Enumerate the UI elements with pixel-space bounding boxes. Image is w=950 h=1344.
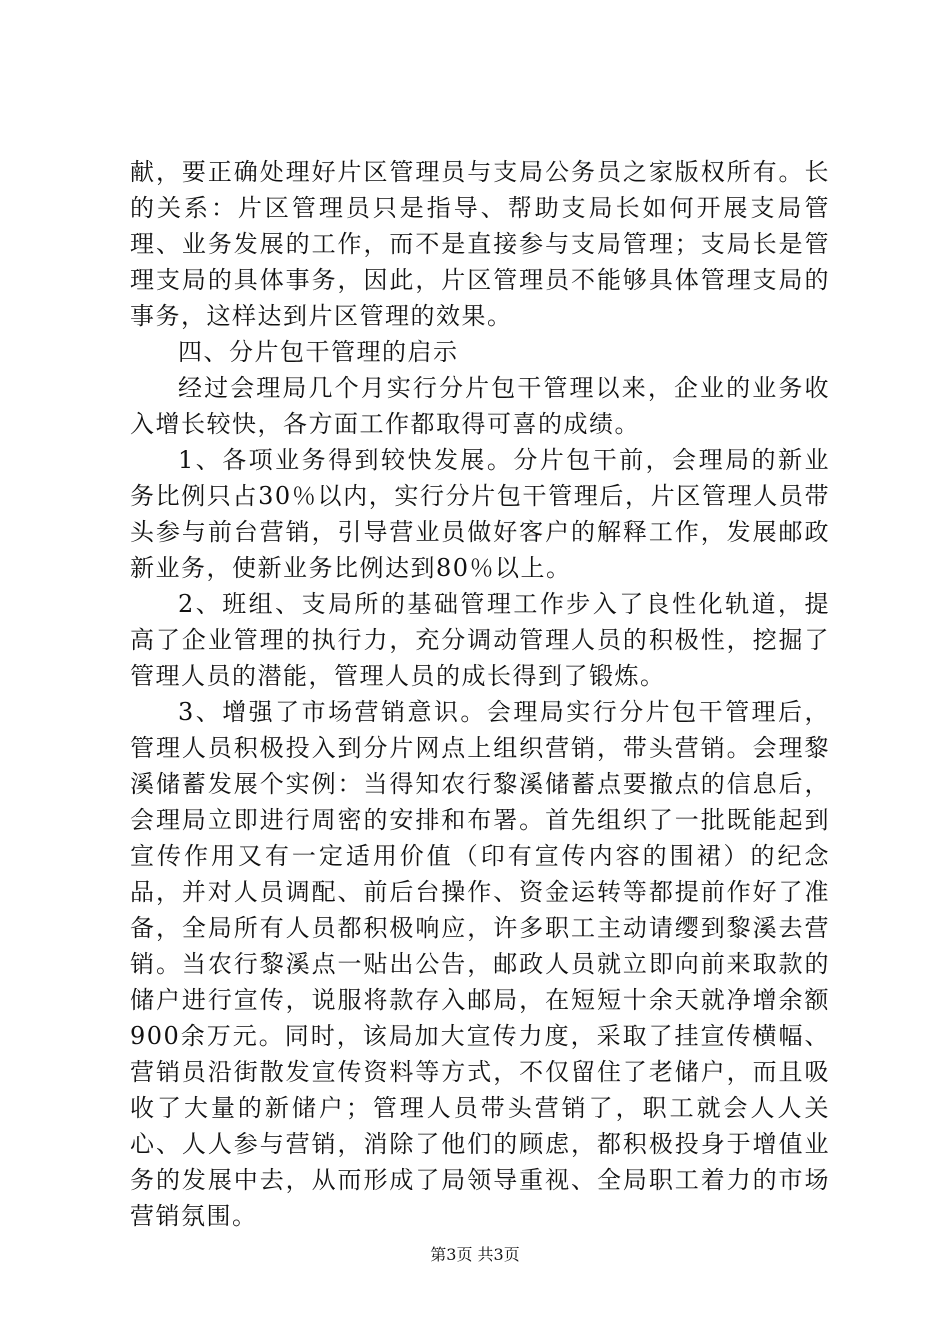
document-body	[130, 154, 830, 1234]
paragraph-intro: 经过会理局几个月实行分片包干管理以来，企业的业务收入增长较快，各方面工作都取得可喜的成绩。	[130, 374, 830, 438]
page-footer: 第3页 共3页	[430, 1245, 520, 1264]
paragraph-continuation: 献，要正确处理好片区管理员与支局公务员之家版权所有。长的关系：片区管理员只是指导、帮助支局长如何开展支局管理、业务发展的工作，而不是直接参与支局管理；支局长是管理支局的具体事务，因此，片区管理员不能够具体管理支局的事务，这样达到片区管理的效果。	[130, 158, 830, 330]
section-heading: 四、分片包干管理的启示	[178, 338, 459, 366]
paragraph-item-1: 1、各项业务得到较快发展。分片包干前，会理局的新业务比例只占30％以内，实行分片包干管理后，片区管理人员带头参与前台营销，引导营业员做好客户的解释工作，发展邮政新业务，使新业务比例达到80％以上。	[130, 446, 830, 582]
paragraph-item-2: 2、班组、支局所的基础管理工作步入了良性化轨道，提高了企业管理的执行力，充分调动管理人员的积极性，挖掘了管理人员的潜能，管理人员的成长得到了锻炼。	[130, 590, 830, 690]
paragraph-item-3: 3、增强了市场营销意识。会理局实行分片包干管理后，管理人员积极投入到分片网点上组织营销，带头营销。会理黎溪储蓄发展个实例：当得知农行黎溪储蓄点要撤点的信息后，会理局立即进行周密的安排和布署。首先组织了一批既能起到宣传作用又有一定适用价值（印有宣传内容的围裙）的纪念品，并对人员调配、前后台操作、资金运转等都提前作好了准备，全局所有人员都积极响应，许多职工主动请缨到黎溪去营销。当农行黎溪点一贴出公告，邮政人员就立即向前来取款的储户进行宣传，说服将款存入邮局，在短短十余天就净增余额900余万元。同时，该局加大宣传力度，采取了挂宣传横幅、营销员沿街散发宣传资料等方式，不仅留住了老储户，而且吸收了大量的新储户；管理人员带头营销了，职工就会人人关心、人人参与营销，消除了他们的顾虑，都积极投身于增值业务的发展中去，从而形成了局领导重视、全局职工着力的市场营销氛围。	[130, 698, 830, 1230]
